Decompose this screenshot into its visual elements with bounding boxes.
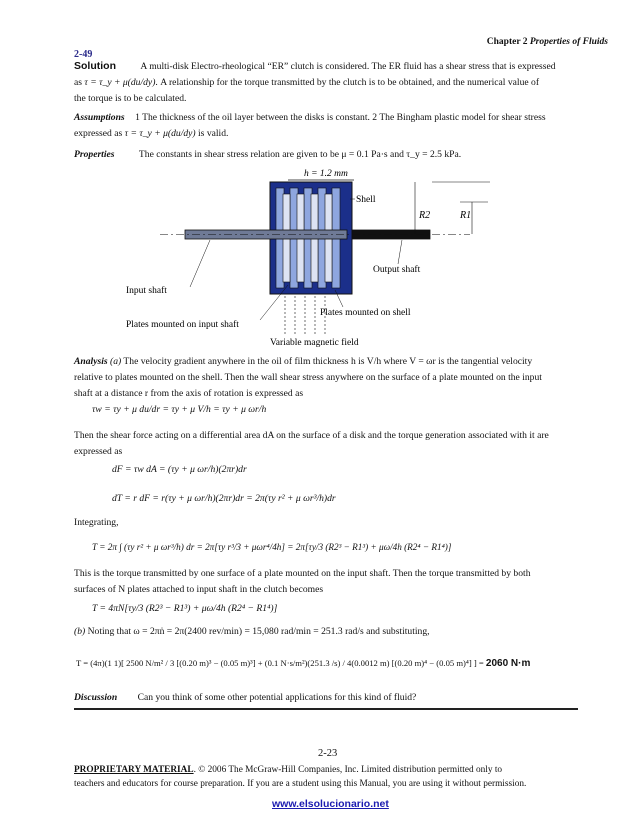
- torque-result: 2060 N·m: [485, 658, 531, 669]
- assumptions-label: Assumptions: [74, 112, 125, 123]
- analysis-part-b: (b) Noting that ω = 2πṅ = 2π(2400 rev/min) = 15,080 rad/min = 251.3 rad/s and substituting,: [74, 626, 430, 637]
- solution-label: Solution: [74, 60, 116, 72]
- properties-label: Properties: [74, 149, 115, 160]
- section-divider: [74, 708, 578, 710]
- r1-label: R1: [460, 210, 472, 221]
- equation-torque-element: dT = r dF = r(τy + μ ωr/h)(2πr)dr = 2π(τy r² + μ ωr³/h)dr: [112, 493, 336, 504]
- integrating-label: Integrating,: [74, 517, 119, 528]
- discussion-label: Discussion: [74, 692, 118, 703]
- analysis-paragraph-2: Then the shear force acting on a differential area dA on the surface of a disk and the torque generation associated with it are expressed as: [74, 430, 549, 457]
- equation-integral: T = 2π ∫ (τy r² + μ ωr³/h) dr = 2π[τy r³/3 + μωr⁴/4h] = 2π[τy/3 (R2³ − R1³) + μω/4h (R2⁴ − R1⁴)]: [92, 542, 452, 552]
- equation-numeric: T = (4π)(1 1)[ 2500 N/m² / 3 [(0.20 m)³ − (0.05 m)³] + (0.1 N·s/m²)(251.3 /s) / 4(0.0012 m) [(0.20 m)⁴ − (0.05 m)⁴] ] = 2060 N·m: [76, 658, 531, 669]
- plates-shell-label: Plates mounted on shell: [320, 308, 411, 318]
- shear-formula: τ = τ_y + μ(du/dy): [84, 77, 156, 88]
- page-number: 2-23: [318, 748, 338, 759]
- r2-label: R2: [419, 210, 431, 221]
- website-link[interactable]: www.elsolucionario.net: [272, 798, 389, 810]
- equation-total-torque: T = 4πN[τy/3 (R2³ − R1³) + μω/4h (R2⁴ − R1⁴)]: [92, 603, 278, 614]
- chapter-header: Chapter 2 Properties of Fluids: [486, 37, 608, 47]
- copyright-footer: PROPRIETARY MATERIAL. © 2006 The McGraw-Hill Companies, Inc. Limited distribution permitted only to teachers and educators for course preparation. If you are a student using this Manual, you are using it without permission.: [74, 765, 527, 789]
- solution-text-1: A multi-disk Electro-rheological “ER” clutch is considered. The ER fluid has a shear stress that is expressed: [140, 61, 556, 72]
- problem-number: 2-49: [74, 49, 93, 60]
- clutch-diagram: [110, 160, 570, 350]
- output-shaft-label: Output shaft: [373, 265, 421, 275]
- analysis-paragraph-3: This is the torque transmitted by one surface of a plate mounted on the input shaft. Then the torque transmitted by both surfaces of N plates attached to input shaft in the clutch becomes: [74, 568, 531, 595]
- analysis-intro: Analysis (a) The velocity gradient anywhere in the oil of film thickness h is V/h where V = ωr is the tangential velocity relative to plates mounted on the shell. Then the wall shear stress anywhere on the surface of a plate mounted on the input shaft at a distance r from the axis of rotation is expressed as: [74, 356, 542, 399]
- solution-paragraph: Solution A multi-disk Electro-rheological “ER” clutch is considered. The ER fluid has a shear stress that is expressed as τ = τ_y + μ(du/dy). A relationship for the torque transmitted by the clutch is to be obtained, and the numerical value of the torque is to be calculated.: [74, 60, 556, 104]
- shell-label: Shell: [356, 195, 376, 205]
- discussion-paragraph: Discussion Can you think of some other potential applications for this kind of fluid?: [74, 692, 417, 703]
- equation-shear-force: dF = τw dA = (τy + μ ωr/h)(2πr)dr: [112, 464, 247, 475]
- plates-input-label: Plates mounted on input shaft: [126, 320, 239, 330]
- gap-label: h = 1.2 mm: [304, 169, 348, 179]
- analysis-label: Analysis: [74, 356, 108, 367]
- input-shaft-label: Input shaft: [126, 286, 167, 296]
- assumptions-paragraph: Assumptions 1 The thickness of the oil layer between the disks is constant. 2 The Bingham plastic model for shear stress expressed as τ = τ_y + μ(du/dy) is valid.: [74, 112, 546, 139]
- magnetic-field-label: Variable magnetic field: [270, 338, 359, 348]
- properties-paragraph: Properties The constants in shear stress relation are given to be μ = 0.1 Pa·s and τ_y = 2.5 kPa.: [74, 149, 462, 160]
- equation-wall-shear: τw = τy + μ du/dr = τy + μ V/h = τy + μ ωr/h: [92, 404, 267, 415]
